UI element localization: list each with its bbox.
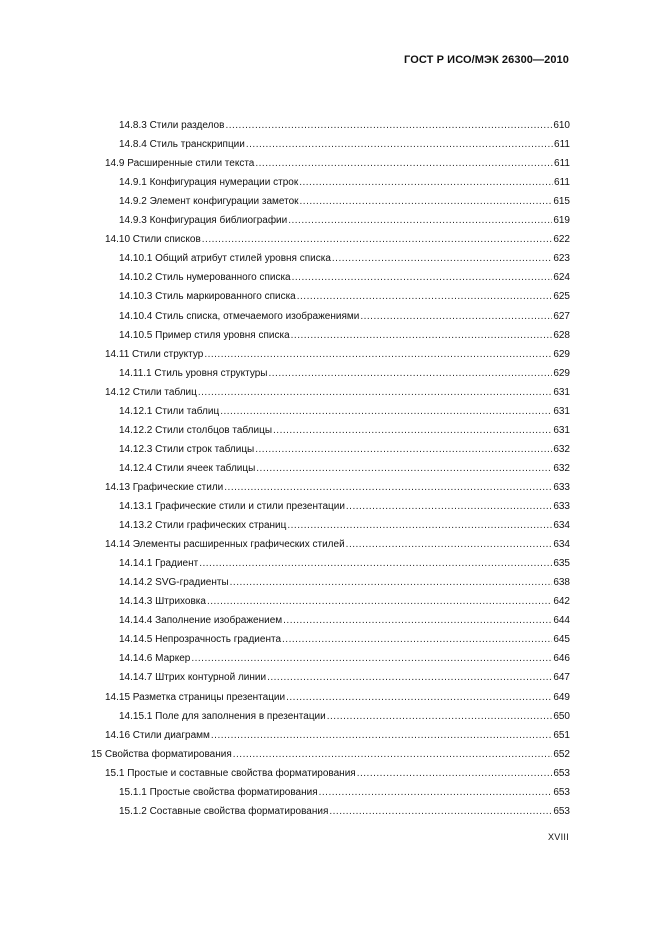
toc-entry[interactable]: [119, 630, 570, 649]
toc-leader-dots: [198, 383, 552, 402]
toc-entry-title: 14.14.4 Заполнение изображением: [119, 615, 283, 627]
toc-entry-title: 14.12.1 Стили таблиц: [119, 405, 220, 417]
toc-entry-title: 14.11 Стили структур: [105, 348, 204, 360]
toc-entry[interactable]: [119, 135, 570, 154]
toc-leader-dots: [220, 402, 552, 421]
toc-entry-title: 14.16 Стили диаграмм: [105, 729, 210, 741]
toc-entry-page: 629: [553, 367, 570, 379]
toc-entry-page: 624: [553, 272, 570, 284]
toc-entry-title: 14.10.1 Общий атрибут стилей уровня списка: [119, 253, 331, 265]
toc-entry-title: 14.15 Разметка страницы презентации: [105, 691, 286, 703]
toc-entry-page: 645: [553, 634, 570, 646]
toc-entry-title: 14.12 Стили таблиц: [105, 386, 197, 398]
toc-entry-page: 633: [553, 501, 570, 512]
toc-entry-title: 14.10.5 Пример стиля уровня списка: [119, 329, 290, 341]
toc-entry[interactable]: [119, 421, 570, 440]
toc-entry[interactable]: [119, 592, 570, 611]
toc-entry-page: 619: [553, 215, 570, 227]
toc-leader-dots: [269, 364, 553, 383]
toc-leader-dots: [199, 554, 552, 573]
toc-entry-title: 15.1.1 Простые свойства форматирования: [119, 786, 318, 798]
toc-leader-dots: [327, 707, 553, 726]
toc-entry-page: 615: [553, 196, 570, 208]
document-header: ГОСТ Р ИСО/МЭК 26300—2010: [404, 54, 569, 66]
toc-leader-dots: [282, 630, 552, 649]
toc-entry[interactable]: [119, 611, 570, 630]
toc-entry[interactable]: [119, 268, 570, 287]
toc-entry-page: 634: [553, 520, 570, 532]
toc-entry[interactable]: [105, 726, 570, 745]
toc-entry-page: 635: [553, 558, 570, 570]
toc-entry-page: 642: [553, 596, 570, 608]
toc-leader-dots: [287, 516, 552, 535]
toc-entry-page: 653: [553, 805, 570, 817]
toc-entry-page: 644: [553, 615, 570, 627]
toc-entry[interactable]: [119, 497, 570, 516]
toc-entry-title: 14.12.4 Стили ячеек таблицы: [119, 462, 256, 474]
toc-entry-page: 646: [553, 653, 570, 665]
page-number: XVIII: [547, 832, 569, 842]
toc-leader-dots: [225, 116, 552, 135]
toc-leader-dots: [346, 535, 553, 554]
toc-entry-page: 611: [554, 158, 570, 170]
toc-entry-title: 15.1 Простые и составные свойства форматирования: [105, 767, 356, 779]
toc-entry-title: 14.14 Элементы расширенных графических стилей: [105, 539, 345, 551]
toc-entry[interactable]: [119, 802, 570, 821]
toc-entry-title: 14.14.5 Непрозрачность градиента: [119, 634, 282, 646]
toc-leader-dots: [291, 326, 553, 345]
toc-entry[interactable]: [119, 649, 570, 668]
toc-entry[interactable]: [119, 116, 570, 135]
toc-entry-page: 631: [553, 386, 570, 398]
toc-entry[interactable]: [119, 173, 570, 192]
toc-entry-page: 631: [553, 424, 570, 436]
toc-leader-dots: [204, 345, 552, 364]
toc-entry-title: 14.13.2 Стили графических страниц: [119, 520, 287, 532]
toc-entry-page: 634: [553, 539, 570, 551]
toc-entry[interactable]: [105, 154, 570, 173]
toc-entry-title: 14.9.1 Конфигурация нумерации строк: [119, 177, 299, 189]
toc-entry-title: 14.9.2 Элемент конфигурации заметок: [119, 196, 299, 208]
toc-entry-page: 625: [553, 291, 570, 303]
toc-entry-page: 629: [553, 348, 570, 360]
toc-entry[interactable]: [119, 287, 570, 306]
toc-entry-title: 14.10.3 Стиль маркированного списка: [119, 291, 296, 303]
toc-leader-dots: [360, 307, 552, 326]
toc-entry[interactable]: [91, 745, 570, 764]
toc-leader-dots: [211, 726, 552, 745]
toc-entry[interactable]: [105, 345, 570, 364]
toc-entry-page: 638: [553, 577, 570, 589]
toc-leader-dots: [191, 649, 552, 668]
toc-entry[interactable]: [119, 573, 570, 592]
toc-entry[interactable]: [119, 249, 570, 268]
toc-entry-title: 14.14.2 SVG-градиенты: [119, 577, 229, 589]
toc-leader-dots: [267, 668, 552, 687]
toc-entry[interactable]: [119, 364, 570, 383]
toc-entry-title: 14.12.3 Стили строк таблицы: [119, 443, 255, 455]
toc-leader-dots: [346, 497, 552, 516]
toc-entry[interactable]: [105, 230, 570, 249]
toc-entry-page: 622: [553, 234, 570, 246]
toc-entry-page: 633: [553, 481, 570, 493]
toc-entry-page: 611: [554, 177, 570, 189]
toc-entry-page: 631: [553, 405, 570, 417]
toc-entry-page: 650: [553, 710, 570, 722]
toc-entry-title: 14.10.2 Стиль нумерованного списка: [119, 272, 291, 284]
toc-entry[interactable]: [105, 688, 570, 707]
toc-entry-page: 627: [553, 310, 570, 322]
toc-entry-title: 14.8.4 Стиль транскрипции: [119, 139, 245, 151]
toc-leader-dots: [297, 287, 553, 306]
toc-leader-dots: [283, 611, 552, 630]
toc-entry-page: 632: [553, 443, 570, 455]
toc-leader-dots: [233, 745, 553, 764]
toc-entry-page: 610: [553, 120, 570, 131]
toc-entry[interactable]: [119, 211, 570, 230]
toc-entry-title: 14.13 Графические стили: [105, 481, 224, 493]
toc-leader-dots: [288, 211, 552, 230]
toc-entry-title: 14.10.4 Стиль списка, отмечаемого изображениями: [119, 310, 360, 322]
toc-leader-dots: [246, 135, 553, 154]
toc-entry-title: 14.8.3 Стили разделов: [119, 120, 225, 131]
toc-leader-dots: [256, 459, 552, 478]
toc-entry-title: 14.14.6 Маркер: [119, 653, 191, 665]
toc-entry-title: 14.9.3 Конфигурация библиографии: [119, 215, 288, 227]
toc-leader-dots: [299, 173, 553, 192]
toc-entry-page: 647: [553, 672, 570, 684]
toc-entry[interactable]: [105, 535, 570, 554]
toc-entry-title: 15.1.2 Составные свойства форматирования: [119, 805, 329, 817]
toc-leader-dots: [273, 421, 552, 440]
toc-leader-dots: [292, 268, 553, 287]
toc-entry-title: 14.15.1 Поле для заполнения в презентации: [119, 710, 326, 722]
toc-entry-title: 14.10 Стили списков: [105, 234, 201, 246]
toc-entry-page: 649: [553, 691, 570, 703]
toc-leader-dots: [286, 688, 552, 707]
toc-entry[interactable]: [119, 459, 570, 478]
toc-entry[interactable]: [119, 554, 570, 573]
toc-entry[interactable]: [119, 402, 570, 421]
toc-entry-page: 623: [553, 253, 570, 265]
toc-leader-dots: [230, 573, 553, 592]
toc-leader-dots: [207, 592, 552, 611]
toc-entry[interactable]: [105, 383, 570, 402]
toc-entry[interactable]: [119, 783, 570, 802]
toc-entry[interactable]: [119, 192, 570, 211]
toc-entry-title: 14.9 Расширенные стили текста: [105, 158, 255, 170]
toc-leader-dots: [300, 192, 553, 211]
toc-leader-dots: [357, 764, 553, 783]
toc-leader-dots: [202, 230, 553, 249]
toc-entry-title: 14.12.2 Стили столбцов таблицы: [119, 424, 273, 436]
toc-entry-page: 628: [553, 329, 570, 341]
toc-leader-dots: [319, 783, 553, 802]
toc-entry[interactable]: [119, 707, 570, 726]
toc-entry-title: 14.14.1 Градиент: [119, 558, 199, 570]
toc-entry[interactable]: [119, 326, 570, 345]
toc-entry-page: 653: [553, 767, 570, 779]
toc-leader-dots: [332, 249, 552, 268]
toc-entry-page: 611: [554, 139, 570, 151]
toc-entry[interactable]: [119, 516, 570, 535]
toc-leader-dots: [255, 440, 552, 459]
toc-entry-title: 14.14.3 Штриховка: [119, 596, 206, 608]
toc-leader-dots: [329, 802, 552, 821]
toc-leader-dots: [255, 154, 553, 173]
toc-entry-title: 14.14.7 Штрих контурной линии: [119, 672, 267, 684]
toc-entry-page: 651: [553, 729, 570, 741]
toc-entry[interactable]: [105, 478, 570, 497]
toc-leader-dots: [224, 478, 552, 497]
toc-entry[interactable]: [119, 668, 570, 687]
toc-entry-title: 14.13.1 Графические стили и стили презентации: [119, 501, 345, 512]
toc-entry-page: 653: [553, 786, 570, 798]
toc-entry-page: 652: [553, 748, 570, 760]
toc-entry[interactable]: [105, 764, 570, 783]
toc-entry-title: 15 Свойства форматирования: [91, 748, 232, 760]
toc-entry-title: 14.11.1 Стиль уровня структуры: [119, 367, 268, 379]
toc-entry[interactable]: [119, 440, 570, 459]
toc-entry[interactable]: [119, 307, 570, 326]
toc-entry-page: 632: [553, 462, 570, 474]
